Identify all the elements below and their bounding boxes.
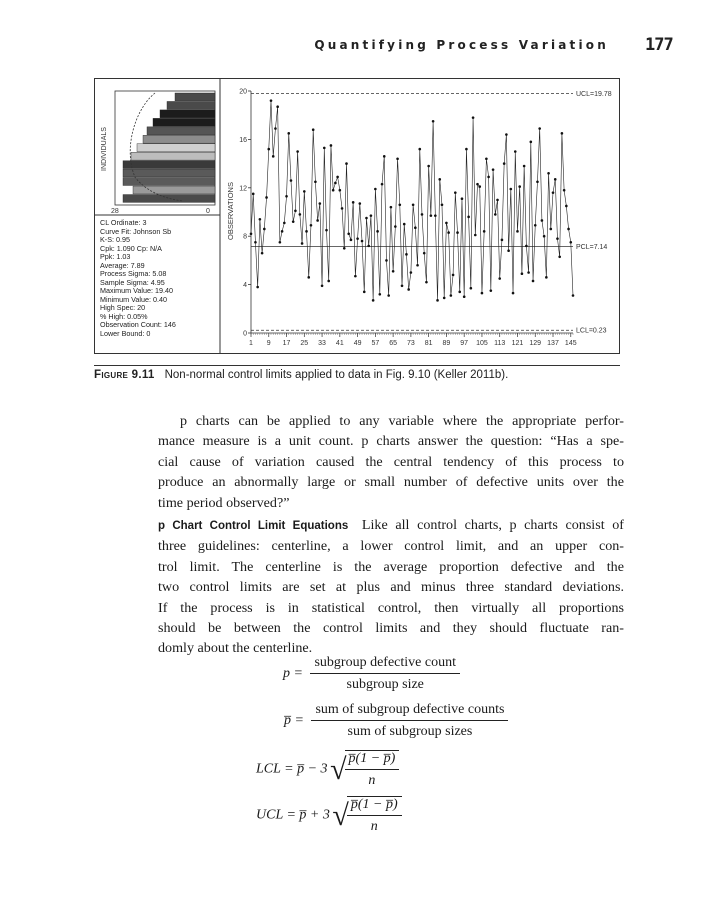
data-point (294, 209, 297, 212)
paragraph-control-limit-equations (158, 515, 624, 659)
histogram-bars (123, 93, 215, 202)
x-tick-label: 41 (335, 340, 344, 347)
data-point (534, 224, 537, 227)
x-tick-label: 25 (300, 340, 309, 347)
control-limit-label-ucl: UCL=19.78 (576, 91, 612, 99)
data-point (541, 219, 544, 222)
equation-p (283, 655, 460, 693)
data-point (372, 299, 375, 302)
histogram-bar (123, 178, 215, 186)
histogram-x-left: 28 (111, 208, 119, 215)
data-point (305, 230, 308, 233)
data-point (561, 132, 564, 135)
data-point (427, 165, 430, 168)
equation-lhs: UCL = p̅ + 3 (256, 807, 330, 823)
data-point (438, 178, 441, 181)
text-line: should be between the control limits and they should fluctuate ran- (158, 620, 624, 637)
data-point (467, 216, 470, 219)
histogram-bar (123, 169, 215, 177)
series-observations-points (250, 99, 575, 301)
data-point (525, 245, 528, 248)
equation-lhs: p = (283, 666, 303, 681)
figure-caption-text: Non-normal control limits applied to data in Fig. 9.10 (Keller 2011b). (164, 369, 509, 381)
x-tick-label: 121 (511, 340, 524, 347)
data-point (476, 183, 479, 186)
data-point (250, 232, 253, 235)
histogram-bar (137, 144, 215, 152)
x-tick-label: 89 (442, 340, 451, 347)
data-point (430, 214, 433, 217)
data-point (447, 231, 450, 234)
data-point (412, 203, 415, 206)
data-point (532, 280, 535, 283)
figure-caption (94, 365, 620, 381)
section-heading: p Chart Control Limit Equations (158, 520, 349, 532)
data-point (483, 230, 486, 233)
data-point (501, 239, 504, 242)
data-point (465, 148, 468, 151)
histogram-y-label: INDIVIDUALS (101, 127, 108, 171)
histogram-bar (123, 195, 215, 203)
data-point (434, 214, 437, 217)
data-point (356, 237, 359, 240)
data-point (325, 229, 328, 232)
figure-9-11 (94, 78, 620, 354)
data-point (436, 299, 439, 302)
histogram-bar (160, 110, 215, 118)
data-point (490, 289, 493, 292)
data-point (407, 288, 410, 291)
data-point (363, 291, 366, 294)
histogram-bar (131, 152, 215, 160)
data-point (452, 274, 455, 277)
data-point (496, 199, 499, 202)
data-point (359, 202, 362, 205)
equation-denominator: sum of subgroup sizes (347, 724, 473, 739)
paragraph-p-charts-intro (158, 411, 624, 513)
x-tick-label: 129 (529, 340, 542, 347)
stat-line: CL Ordinate: 3 (100, 218, 147, 227)
x-tick-label: 137 (547, 340, 559, 347)
equation-fraction (311, 702, 508, 740)
equation-fraction (347, 796, 402, 835)
chart-y-axis-label: OBSERVATIONS (226, 182, 235, 240)
page-number: 177 (645, 35, 673, 55)
data-point (370, 214, 373, 217)
control-limit-label-lcl: LCL=0.23 (576, 327, 607, 335)
text-line: cial cause of variation caused the central tendency of this process to (158, 453, 624, 470)
histogram-bar (167, 101, 215, 109)
data-point (530, 141, 533, 144)
data-point (343, 247, 346, 250)
stat-line: % High: 0.05% (100, 311, 148, 321)
chart-axes (251, 91, 573, 333)
data-point (303, 190, 306, 193)
data-point (276, 105, 279, 108)
text-line: domly about the centerline. (158, 640, 313, 657)
equation-denominator: subgroup size (346, 677, 424, 692)
data-point (290, 179, 293, 182)
data-point (392, 270, 395, 273)
histogram-bar (123, 161, 215, 169)
data-point (321, 285, 324, 288)
equation-denominator: n (370, 819, 378, 834)
equation-numerator: subgroup defective count (310, 655, 460, 674)
data-point (267, 148, 270, 151)
data-point (498, 277, 501, 280)
data-point (367, 245, 370, 248)
data-point (307, 276, 310, 279)
histogram-x-right: 0 (206, 208, 210, 215)
data-point (354, 275, 357, 278)
data-point (516, 230, 519, 233)
data-point (352, 201, 355, 204)
data-point (414, 226, 417, 229)
histogram-bar (147, 127, 215, 135)
data-point (252, 193, 255, 196)
data-point (270, 99, 273, 102)
data-point (281, 230, 284, 233)
data-point (398, 203, 401, 206)
data-point (283, 222, 286, 225)
chart-y-ticks (239, 89, 251, 338)
stat-line: Curve Fit: Johnson Sb (100, 226, 172, 236)
data-point (301, 242, 304, 245)
data-point (503, 162, 506, 165)
data-point (347, 232, 350, 235)
x-tick-label: 113 (494, 340, 506, 347)
data-point (410, 271, 413, 274)
y-tick-label: 16 (239, 136, 247, 144)
equation-numerator: p̅(1 − p̅) (345, 751, 400, 770)
running-header-title: Quantifying Process Variation (314, 38, 609, 52)
data-point (456, 231, 459, 234)
process-statistics (100, 219, 218, 338)
data-point (403, 223, 406, 226)
data-point (292, 220, 295, 223)
data-point (312, 128, 315, 131)
data-point (387, 294, 390, 297)
stat-line: Average: 7.89 (100, 260, 145, 270)
data-point (345, 162, 348, 165)
data-point (272, 155, 275, 158)
data-point (418, 148, 421, 151)
equation-numerator: p̅(1 − p̅) (347, 797, 402, 816)
x-tick-label: 17 (282, 340, 291, 347)
data-point (361, 240, 364, 243)
data-point (549, 228, 552, 231)
data-point (350, 239, 353, 242)
figure-caption-label: Figure 9.11 (94, 369, 155, 381)
text-line: p charts can be applied to any variable where the appropriate perfor- (180, 413, 624, 429)
data-point (365, 217, 368, 220)
data-point (341, 207, 344, 210)
data-point (547, 172, 550, 175)
data-point (538, 127, 541, 130)
stat-line: Observation Count: 146 (100, 320, 176, 329)
data-point (474, 234, 477, 237)
data-point (523, 165, 526, 168)
data-point (569, 241, 572, 244)
equation-numerator: sum of subgroup defective counts (311, 702, 508, 721)
chart-x-ticks (249, 333, 577, 347)
data-point (518, 185, 521, 188)
data-point (336, 176, 339, 179)
data-point (487, 176, 490, 179)
text-line: two control limits are set at plus and minus three standard deviations. (158, 579, 624, 596)
data-point (536, 180, 539, 183)
data-point (285, 195, 288, 198)
equation-fraction (310, 655, 460, 693)
data-point (314, 180, 317, 183)
equation-denominator: n (368, 773, 376, 788)
data-point (385, 259, 388, 262)
text-line: Like all control charts, p charts consist of (361, 517, 624, 533)
stat-line: High Spec: 20 (100, 303, 146, 312)
data-point (332, 189, 335, 192)
histogram-bar (143, 135, 215, 143)
data-point (527, 271, 530, 274)
data-point (450, 294, 453, 297)
data-point (327, 280, 330, 283)
stat-line: Cpk: 1.090 Cp: N/A (100, 243, 162, 253)
stat-line: K-S: 0.95 (100, 235, 130, 244)
stat-line: Process Sigma: 5.08 (100, 269, 167, 278)
data-point (390, 206, 393, 209)
y-tick-label: 4 (243, 282, 247, 290)
data-point (334, 182, 337, 185)
equation-lhs: p̅ = (284, 713, 304, 728)
equation-p-bar (284, 702, 508, 740)
data-point (256, 286, 259, 289)
text-line: trol limit. The centerline is the average proportion defective and the (158, 558, 624, 575)
data-point (565, 205, 568, 208)
data-point (558, 255, 561, 258)
data-point (567, 228, 570, 231)
data-point (396, 157, 399, 160)
data-point (552, 191, 555, 194)
data-point (259, 218, 262, 221)
data-point (330, 144, 333, 147)
x-tick-label: 9 (266, 340, 271, 347)
data-point (478, 185, 481, 188)
stat-line: Ppk: 1.03 (100, 252, 131, 261)
data-point (254, 241, 257, 244)
y-tick-label: 8 (243, 233, 247, 241)
data-point (441, 203, 444, 206)
data-point (510, 188, 513, 191)
data-point (376, 230, 379, 233)
equation-ucl (256, 796, 402, 835)
y-tick-label: 20 (239, 88, 247, 96)
data-point (421, 213, 424, 216)
data-point (543, 235, 546, 238)
data-point (521, 272, 524, 275)
stat-line: Sample Sigma: 4.95 (100, 277, 165, 287)
x-tick-label: 33 (318, 340, 326, 347)
histogram-bar (153, 118, 215, 126)
equation-lcl (256, 750, 399, 789)
text-line: If the process is in statistical control, then virtually all proportions (158, 599, 624, 616)
sqrt-icon: √ (332, 798, 349, 832)
x-tick-label: 97 (460, 340, 469, 347)
data-point (463, 295, 466, 298)
data-point (556, 237, 559, 240)
data-point (274, 127, 277, 130)
data-point (316, 219, 319, 222)
data-point (296, 150, 299, 153)
data-point (425, 281, 428, 284)
control-limit-label-pcl: PCL=7.14 (576, 244, 608, 252)
data-point (432, 120, 435, 123)
text-line: three guidelines: centerline, a lower control limit, and an upper con- (158, 538, 624, 555)
data-point (572, 294, 575, 297)
data-point (485, 157, 488, 160)
data-point (299, 213, 302, 216)
data-point (310, 224, 313, 227)
data-point (323, 147, 326, 150)
x-tick-label: 105 (476, 340, 488, 347)
data-point (265, 196, 268, 199)
data-point (545, 276, 548, 279)
stat-line: Minimum Value: 0.40 (100, 294, 167, 304)
histogram-bar (175, 93, 215, 101)
data-point (507, 249, 510, 252)
data-point (512, 292, 515, 295)
data-point (481, 292, 484, 295)
data-point (394, 225, 397, 228)
data-point (261, 252, 264, 255)
x-tick-label: 49 (353, 340, 362, 347)
data-point (505, 133, 508, 136)
data-point (443, 297, 446, 300)
data-point (445, 222, 448, 225)
y-tick-label: 0 (243, 330, 247, 338)
text-line: mance measure is a unit count. p charts answer the question: “Has a spe- (158, 433, 624, 450)
data-point (554, 178, 557, 181)
data-point (563, 189, 566, 192)
data-point (383, 155, 386, 158)
data-point (492, 168, 495, 171)
x-tick-label: 73 (406, 340, 415, 347)
text-line: produce an abnormally large or small number of defective units over the (158, 474, 624, 491)
data-point (472, 116, 475, 119)
x-tick-label: 145 (564, 340, 577, 347)
data-point (458, 291, 461, 294)
equation-lhs: LCL = p̅ − 3 (256, 761, 328, 777)
text-line: time period observed?” (158, 494, 290, 511)
stat-line: Maximum Value: 19.40 (100, 286, 173, 295)
data-point (423, 252, 426, 255)
data-point (263, 228, 266, 231)
data-point (461, 197, 464, 200)
data-point (279, 241, 282, 244)
data-point (401, 285, 404, 288)
data-point (339, 189, 342, 192)
equation-fraction (345, 750, 400, 789)
data-point (405, 253, 408, 256)
stat-line: Lower Bound: 0 (100, 328, 151, 338)
x-tick-label: 1 (249, 340, 253, 347)
data-point (381, 183, 384, 186)
data-point (374, 188, 377, 191)
data-point (470, 287, 473, 290)
data-point (319, 202, 322, 205)
chart-control-limits (251, 91, 612, 335)
x-tick-label: 57 (371, 340, 380, 347)
y-tick-label: 12 (239, 185, 247, 193)
series-observations-line (251, 101, 573, 301)
sqrt-icon: √ (330, 752, 347, 786)
data-point (379, 293, 382, 296)
data-point (454, 191, 457, 194)
data-point (494, 213, 497, 216)
data-point (514, 150, 517, 153)
data-point (287, 132, 290, 135)
x-tick-label: 81 (424, 340, 433, 347)
x-tick-label: 65 (389, 340, 398, 347)
data-point (416, 264, 419, 267)
